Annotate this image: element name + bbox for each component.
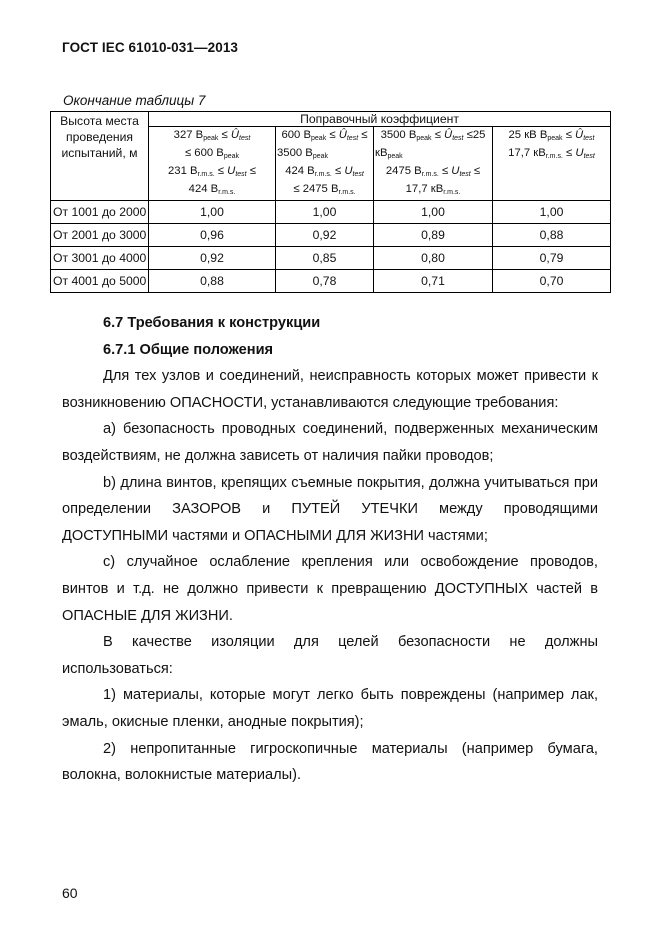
table-cell: 0,79 (493, 247, 611, 270)
table-cell: 0,92 (276, 224, 374, 247)
table-cell: 0,88 (493, 224, 611, 247)
table-caption: Окончание таблицы 7 (63, 93, 206, 108)
table-row (51, 270, 611, 293)
corner-header (51, 112, 149, 201)
table-cell: 0,96 (149, 224, 276, 247)
paragraph: b) длина винтов, крепящих съемные покрытия, должна учитываться при определении ЗАЗОРОВ и ПУТЕЙ УТЕЧКИ между проводящими ДОСТУПНЫМИ частями и ОПАСНЫМИ ДЛЯ ЖИЗНИ частями; (62, 474, 598, 544)
body-text (62, 310, 598, 789)
table-cell: 0,89 (374, 224, 493, 247)
table-row (51, 224, 611, 247)
correction-factor-table (50, 111, 611, 293)
subheader-col-2: 600 Вpeak ≤ Ûtest ≤ 3500 Вpeak 424 Вr.m.s. ≤ Utest ≤ 2475 Вr.m.s. (276, 127, 374, 201)
table-cell: 1,00 (493, 201, 611, 224)
table-cell: 0,92 (149, 247, 276, 270)
table-cell: 1,00 (374, 201, 493, 224)
table-cell: 0,78 (276, 270, 374, 293)
row-label: От 3001 до 4000 (51, 247, 149, 270)
page-number: 60 (62, 885, 78, 901)
table-header-row (51, 112, 611, 127)
row-label: От 1001 до 2000 (51, 201, 149, 224)
table-row (51, 201, 611, 224)
table-cell: 0,80 (374, 247, 493, 270)
paragraph: 1) материалы, которые могут легко быть повреждены (например лак, эмаль, окисные пленки, анодные покрытия); (62, 687, 598, 730)
paragraph: с) случайное ослабление крепления или освобождение проводов, винтов и т.д. не должно привести к превращению ДОСТУПНЫХ частей в ОПАСНЫЕ ДЛЯ ЖИЗНИ. (62, 554, 598, 624)
corner-header-text: Высота места проведения испытаний, м (60, 114, 139, 160)
subheader-col-1: 327 Вpeak ≤ Ûtest ≤ 600 Вpeak 231 Вr.m.s. ≤ Utest ≤ 424 Вr.m.s. (149, 127, 276, 201)
table-cell: 0,85 (276, 247, 374, 270)
table-cell: 0,88 (149, 270, 276, 293)
paragraph: а) безопасность проводных соединений, подверженных механическим воздействиям, не должна зависеть от наличия пайки проводов; (62, 421, 598, 464)
row-label: От 2001 до 3000 (51, 224, 149, 247)
subheader-col-4: 25 кВ Вpeak ≤ Ûtest 17,7 кВr.m.s. ≤ Utest (493, 127, 611, 201)
paragraph: Для тех узлов и соединений, неисправность которых может привести к возникновению ОПАСНОСТИ, устанавливаются следующие требования: (62, 368, 598, 411)
document-header: ГОСТ IEC 61010-031—2013 (62, 40, 239, 55)
table-row (51, 247, 611, 270)
paragraph: 2) непропитанные гигроскопичные материалы (например бумага, волокна, волокнистые материалы). (62, 740, 598, 784)
paragraph: В качестве изоляции для целей безопасности не должны использоваться: (62, 634, 598, 677)
subheader-col-3: 3500 Вpeak ≤ Ûtest ≤25 кВpeak 2475 Вr.m.s. ≤ Utest ≤ 17,7 кВr.m.s. (374, 127, 493, 201)
table-cell: 0,71 (374, 270, 493, 293)
subsection-heading: 6.7.1 Общие положения (103, 341, 274, 358)
table-cell: 1,00 (276, 201, 374, 224)
table-cell: 0,70 (493, 270, 611, 293)
row-label: От 4001 до 5000 (51, 270, 149, 293)
group-header: Поправочный коэффициент (149, 112, 611, 127)
table-cell: 1,00 (149, 201, 276, 224)
section-heading: 6.7 Требования к конструкции (103, 315, 321, 331)
